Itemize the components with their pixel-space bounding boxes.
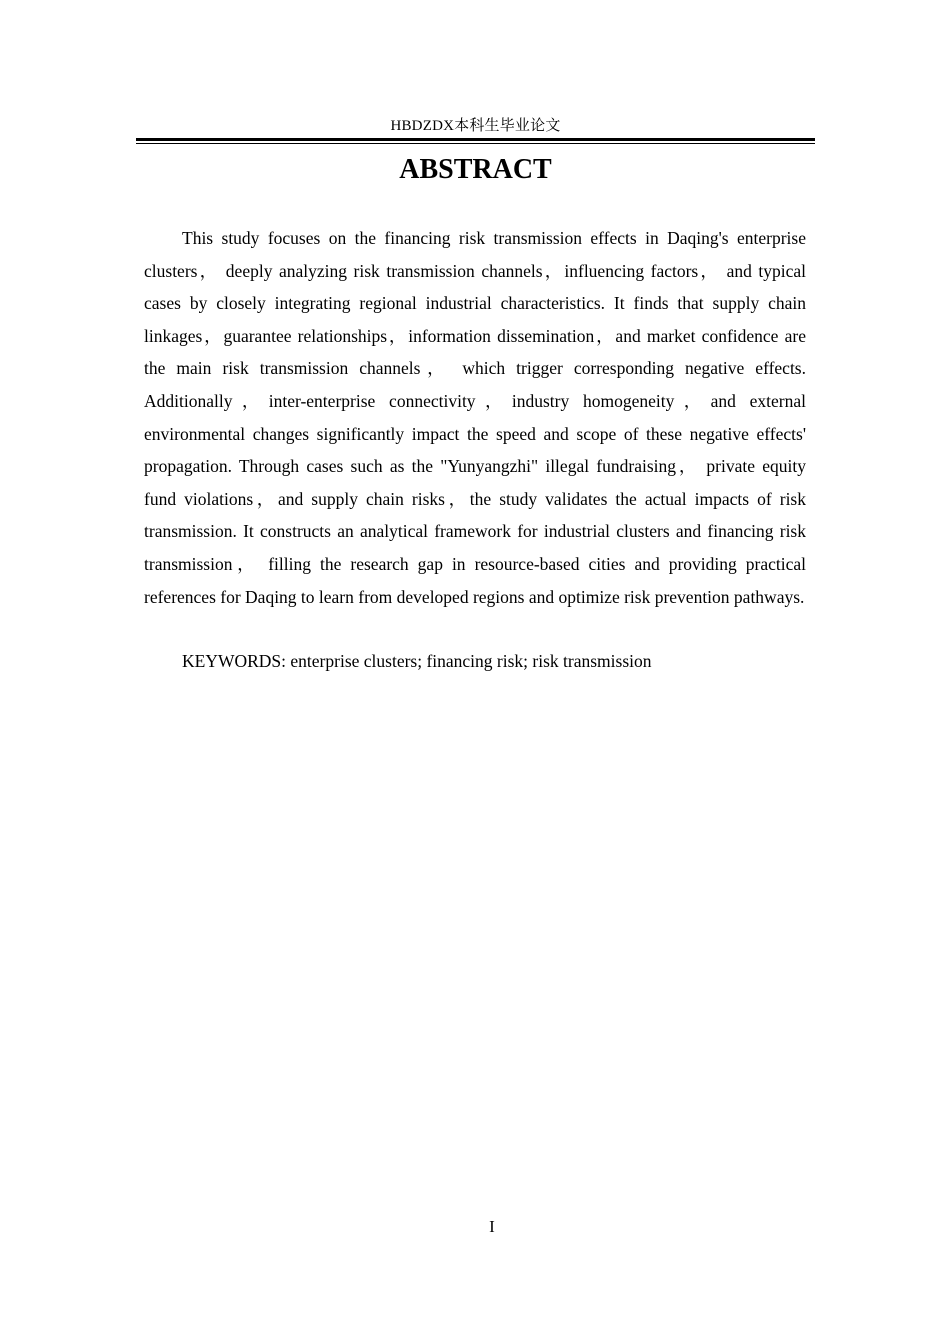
- keywords-line: KEYWORDS: enterprise clusters; financing risk; risk transmission: [182, 651, 652, 671]
- header-rule-thick: [136, 138, 815, 141]
- page-title: ABSTRACT: [399, 154, 552, 185]
- header-rule-thin: [136, 143, 815, 144]
- abstract-paragraph: This study focuses on the financing risk transmission effects in Daqing's enterprise clusters， deeply analyzing risk transmission channels，influencing factors， and typical cases by closely integrating regional industrial characteristics. It finds that supply chain linkages，guarantee relationships，information dissemination，and market confidence are the main risk transmission channels， which trigger corresponding negative effects. Additionally，inter-enterprise connectivity，industry homogeneity，and external environmental changes significantly impact the speed and scope of these negative effects' propagation. Through cases such as the "Yunyangzhi" illegal fundraising， private equity fund violations，and supply chain risks，the study validates the actual impacts of risk transmission. It constructs an analytical framework for industrial clusters and financing risk transmission， filling the research gap in resource-based cities and providing practical references for Daqing to learn from developed regions and optimize risk prevention pathways.: [144, 228, 806, 607]
- running-header: HBDZDX本科生毕业论文: [390, 118, 561, 134]
- page-number: I: [489, 1217, 495, 1236]
